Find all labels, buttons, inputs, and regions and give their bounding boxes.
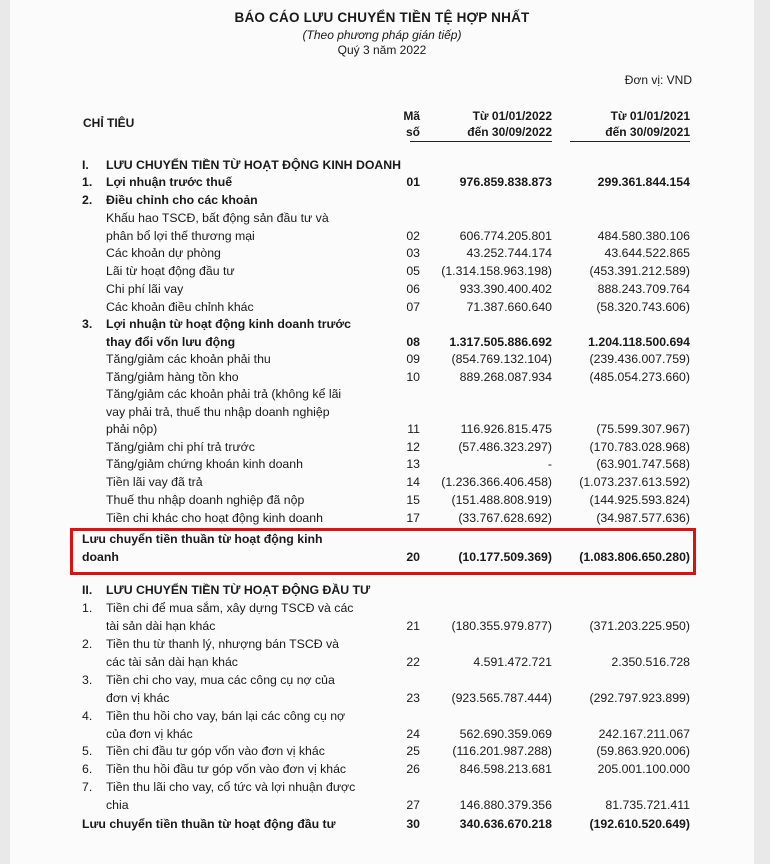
row-label [106,582,406,600]
row-value-2021: (371.203.225.950) [589,618,690,633]
row-label-line: phải nộp) [106,422,158,436]
row-value-2022: 606.774.205.801 [459,228,552,243]
row-value-2022: (1.314.158.963.198) [441,264,552,278]
row-label-line: đơn vị khác [106,690,170,705]
row-value-2021: (192.610.520.649) [589,817,690,831]
row-code: 08 [406,334,420,349]
row-value-2022: 889.268.087.934 [459,370,552,384]
row-label-line: Các khoản dự phòng [106,246,221,260]
row-code: 06 [406,282,420,296]
row-label-line: Tăng/giảm các khoản phải thu [106,352,271,366]
row-value-2022: 146.880.379.356 [459,797,552,812]
row-label-line: Tiền chi đầu tư góp vốn vào đơn vị khác [106,744,325,758]
row-label [106,636,406,671]
row-label [106,743,406,761]
row-label-line: LƯU CHUYỂN TIỀN TỪ HOẠT ĐỘNG ĐẦU TƯ [106,583,371,597]
row-label-line: Tăng/giảm chi phí trả trước [106,440,255,454]
row-value-2022: 71.387.660.640 [466,300,552,314]
header-code-line1: Mã [403,109,420,123]
row-number: 4. [82,709,93,723]
row-value-2021: (1.083.806.650.280) [579,549,690,564]
report-period: Quý 3 năm 2022 [337,43,427,57]
row-value-2022: 562.690.359.069 [459,726,552,741]
row-label-line: Lợi nhuận trước thuế [106,175,233,189]
row-number: II. [82,583,93,597]
row-code: 05 [406,264,420,278]
row-value-2022: 976.859.838.873 [459,175,552,189]
row-value-2021: (59.863.920.006) [596,744,690,758]
header-code-line2: số [405,125,420,139]
header-item: CHỈ TIÊU [83,116,135,130]
row-label-line: Tiền thu hồi cho vay, bán lại các công cụ nợ [106,709,346,723]
row-code: 10 [406,370,420,384]
row-number: 2. [82,637,93,651]
row-label-line: Tiền chi cho vay, mua các công cụ nợ của [106,673,335,687]
row-label [106,299,406,317]
row-label-line: chia [106,797,129,812]
row-code: 13 [406,457,420,471]
row-value-2022: 846.598.213.681 [459,762,552,776]
row-label [106,672,406,707]
row-value-2022: (180.355.979.877) [451,618,552,633]
row-value-2021: (1.073.237.613.592) [579,475,690,489]
row-value-2021: 43.644.522.865 [604,246,690,260]
row-label-line: Tiền chi khác cho hoạt động kinh doanh [106,511,323,525]
row-value-2022: (854.769.132.104) [451,352,552,366]
row-label-line: vay phải trả, thuế thu nhập doanh nghiệp [106,404,330,419]
row-label [106,174,406,192]
row-value-2022: (57.486.323.297) [458,440,552,454]
row-value-2021: (170.783.028.968) [589,440,690,454]
row-code: 09 [406,352,420,366]
currency-unit: Đơn vị: VND [624,73,692,87]
row-code: 07 [406,300,420,314]
row-label [106,245,406,263]
row-value-2022: (10.177.509.369) [458,549,552,564]
header-2021-line2: đến 30/09/2021 [605,125,690,139]
row-value-2022: 340.636.670.218 [459,817,552,831]
row-label-line: Tiền thu hồi đầu tư góp vốn vào đơn vị khác [106,762,347,776]
row-value-2022: (1.236.366.406.458) [441,475,552,489]
row-number: 1. [82,175,93,189]
row-number: 3. [82,317,93,331]
row-code: 27 [406,797,420,812]
header-2021-line1: Từ 01/01/2021 [610,109,690,123]
row-code: 21 [406,618,420,633]
row-value-2021: (34.987.577.636) [596,511,690,525]
row-label-line: Tăng/giảm chứng khoán kinh doanh [106,457,303,471]
header-2022-line2: đến 30/09/2022 [467,125,552,139]
row-value-2021: 2.350.516.728 [611,654,690,669]
row-value-2022: 116.926.815.475 [460,422,552,436]
row-label [106,492,406,510]
row-number: 7. [82,780,93,794]
row-value-2022: (923.565.787.444) [451,690,552,705]
row-label-line: tài sản dài hạn khác [106,618,216,633]
row-label-line: Tiền chi để mua sắm, xây dựng TSCĐ và các [106,601,354,615]
row-label [106,456,406,474]
row-label-line: LƯU CHUYỂN TIỀN TỪ HOẠT ĐỘNG KINH DOANH [106,158,402,172]
row-label [106,210,406,245]
row-value-2022: (33.767.628.692) [458,511,552,525]
row-code: 15 [406,493,420,507]
row-label-line: của đơn vị khác [106,726,193,741]
row-code: 20 [406,549,420,564]
row-code: 24 [406,726,420,741]
row-label-line: Chi phí lãi vay [106,282,184,296]
row-value-2021: 242.167.211.067 [598,726,690,741]
row-label-line: Khấu hao TSCĐ, bất động sản đầu tư và [106,211,329,225]
row-code: 30 [406,817,420,831]
header-2022-line1: Từ 01/01/2022 [472,109,552,123]
row-value-2022: 933.390.400.402 [459,282,552,296]
header-col-2021 [570,108,690,142]
row-value-2021: (75.599.307.967) [596,422,690,436]
row-value-2022: (151.488.808.919) [451,493,552,507]
row-number: 5. [82,744,93,758]
row-label [106,708,406,743]
row-number: I. [82,158,89,172]
row-label-line: Lợi nhuận từ hoạt động kinh doanh trước [106,317,352,331]
row-value-2022: 1.317.505.886.692 [449,334,552,349]
row-label-line: Tiền thu từ thanh lý, nhượng bán TSCĐ và [106,637,340,651]
report-page [10,0,754,864]
row-value-2021: (453.391.212.589) [589,264,690,278]
row-label-line: Lưu chuyển tiền thuần từ hoạt động đầu tư [82,817,336,831]
row-label [106,761,406,779]
row-value-2022: - [547,457,552,471]
row-label [106,510,406,528]
row-value-2021: (239.436.007.759) [589,352,690,366]
row-code: 22 [406,654,420,669]
header-col-2022 [410,108,552,142]
row-value-2021: 1.204.118.500.694 [588,334,690,349]
row-label [106,263,406,281]
row-label [106,281,406,299]
row-label-line: Tiền thu lãi cho vay, cổ tức và lợi nhuận được [106,780,356,794]
row-label [106,779,406,814]
row-label [82,816,382,834]
row-label [82,531,382,566]
row-label [106,474,406,492]
row-number: 3. [82,673,93,687]
row-value-2021: 81.735.721.411 [605,797,690,812]
row-label [106,600,406,635]
row-value-2021: 888.243.709.764 [597,282,690,296]
row-code: 02 [406,228,420,243]
row-label-line: Tiền lãi vay đã trả [106,475,203,489]
row-value-2021: (63.901.747.568) [596,457,690,471]
row-code: 26 [406,762,420,776]
report-subtitle: (Theo phương pháp gián tiếp) [302,28,462,42]
row-label [106,351,406,369]
row-code: 23 [406,690,420,705]
row-label [106,157,406,175]
row-code: 01 [406,175,420,189]
row-label-line: Tăng/giảm hàng tồn kho [106,370,239,384]
row-value-2021: (485.054.273.660) [589,370,690,384]
row-value-2021: (292.797.923.899) [589,690,690,705]
row-label [106,439,406,457]
row-label [106,192,406,210]
row-label [106,386,406,439]
row-number: 2. [82,193,93,207]
row-label-line: Lãi từ hoạt động đầu tư [106,264,235,278]
row-number: 1. [82,601,93,615]
row-code: 12 [406,440,420,454]
row-value-2022: 43.252.744.174 [466,246,552,260]
row-label-line: doanh [82,549,119,564]
row-code: 14 [406,475,420,489]
row-value-2021: 205.001.100.000 [597,762,690,776]
row-code: 17 [406,511,420,525]
row-value-2021: 484.580.380.106 [597,228,690,243]
row-code: 25 [406,744,420,758]
row-label-line: các tài sản dài hạn khác [106,654,238,669]
row-value-2021: 299.361.844.154 [597,175,690,189]
row-code: 03 [406,246,420,260]
row-label-line: phân bổ lợi thế thương mại [106,228,255,243]
row-label-line: thay đổi vốn lưu động [106,334,236,349]
row-label [106,369,406,387]
row-number: 6. [82,762,93,776]
row-label-line: Tăng/giảm các khoản phải trả (không kể lãi [106,387,342,401]
row-value-2022: 4.591.472.721 [473,654,552,669]
report-title: BÁO CÁO LƯU CHUYỂN TIỀN TỆ HỢP NHẤT [234,10,530,25]
row-value-2021: (144.925.593.824) [589,493,690,507]
row-label-line: Thuế thu nhập doanh nghiệp đã nộp [106,493,305,507]
row-label-line: Các khoản điều chỉnh khác [106,300,254,314]
row-label-line: Lưu chuyển tiền thuần từ hoạt động kinh [82,532,323,546]
row-value-2022: (116.201.987.288) [452,744,552,758]
row-value-2021: (58.320.743.606) [596,300,690,314]
row-label-line: Điều chỉnh cho các khoản [106,193,258,207]
row-label [106,316,406,351]
row-code: 11 [407,422,420,436]
